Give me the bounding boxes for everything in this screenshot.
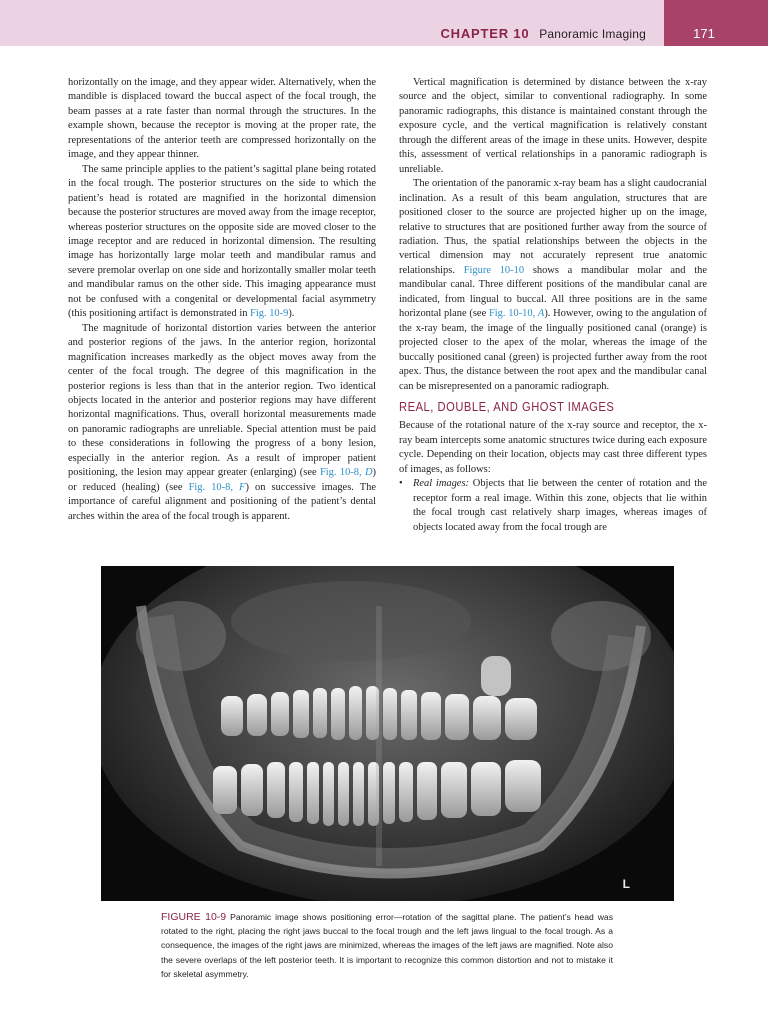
figure-caption <box>161 910 613 981</box>
caption-text: Panoramic image shows positioning error—rotation of the sagittal plane. The patient’s head was rotated to the right, placing the right jaws buccal to the focal trough and the left jaws lingual to the focal trough. As a consequence, the images of the right jaws are minimized, whereas the images of the left jaws are magnified. Note also the severe overlaps of the left posterior teeth. It is important to recognize this common distortion and not to mistake it for skeletal asymmetry. <box>161 912 613 979</box>
right-column <box>399 76 707 535</box>
figure-link-part: D <box>364 467 373 479</box>
figure-link[interactable]: Figure 10-10 <box>463 264 525 276</box>
figure-link-part: F <box>239 481 246 493</box>
page-number: 171 <box>693 26 715 41</box>
figure-link[interactable]: Fig. 10-9 <box>250 308 289 320</box>
figure-link-text: Fig. 10-8, <box>319 467 365 479</box>
bullet-item <box>399 477 707 535</box>
figure-link-part: A <box>537 308 545 320</box>
figure-link[interactable] <box>320 467 373 478</box>
text-run: ). However, owing to the angulation of the x-ray beam, the image of the lingually positioned canal (orange) is projected closer to the apex of the molar, whereas the image of the buccally positioned canal (green) is projected further away from the root apex. Thus, the distance between the root apex and the mandibular canal can be misrepresented on a panoramic radiograph. <box>399 308 707 392</box>
text-run: ). <box>288 308 295 320</box>
paragraph: horizontally on the image, and they appear wider. Alternatively, when the mandible is displaced toward the buccal aspect of the focal trough, the beam passes at a rate faster than normal through the structures. In the example shown, because the receptor is moving at the proper rate, the representations of the anterior teeth are compressed horizontally on the image, and they appear thinner. <box>68 77 376 161</box>
section-heading: REAL, DOUBLE, AND GHOST IMAGES <box>399 398 615 414</box>
radiograph-image <box>101 566 674 901</box>
caption-label: FIGURE 10-9 <box>161 911 227 923</box>
paragraph: Because of the rotational nature of the x-ray source and receptor, the x-ray beam intercepts some anatomic structures twice during each exposure cycle. Depending on their location, objects may cast three different types of images, as follows: <box>399 420 707 475</box>
paragraph: Vertical magnification is determined by distance between the x-ray source and the object, similar to conventional radiography. In some panoramic radiographs, this distance is maintained constant through the exposure cycle, and the vertical magnification is relatively constant through the different areas of the image in these units. However, despite this, assessment of vertical relationships in a panoramic radiograph is unreliable. <box>399 77 707 175</box>
chapter-number: CHAPTER 10 <box>440 26 530 41</box>
bullet-marker: • <box>399 478 403 490</box>
figure-link[interactable] <box>189 482 246 493</box>
page-number-box <box>664 0 768 46</box>
maxillary-sinus <box>231 581 471 661</box>
running-header <box>0 0 768 46</box>
chapter-title: Panoramic Imaging <box>539 27 646 41</box>
text-run: ) or reduced (healing) (see <box>68 467 376 493</box>
panoramic-radiograph <box>101 566 674 901</box>
left-column <box>68 76 376 524</box>
text-run: shows a mandibular molar and the mandibular canal. Three different positions of the mandibular canal are indicated, from lingual to buccal. All three positions are in the same horizontal plane (see <box>399 264 707 320</box>
chapter-heading <box>440 0 646 46</box>
paragraph <box>68 163 376 322</box>
figure-link[interactable] <box>489 308 544 319</box>
text-run: The magnitude of horizontal distortion varies between the anterior and posterior regions of the jaws. In the anterior region, horizontal magnification increases markedly as the object moves away from the center of the focal trough. The degree of this magnification in the posterior regions is less than that in the anterior region. Two identical objects located in the anterior and posterior regions may have different horizontal magnifications. Thus, overall horizontal measurements made on panoramic radiographs are unreliable. Special attention must be paid to these considerations in following the progress of a bony lesion, especially in the anterior region. As a result of improper patient positioning, the lesion may appear greater (enlarging) (see <box>68 322 376 479</box>
text-run: The same principle applies to the patient’s sagittal plane being rotated in the focal trough. The posterior structures on the side to which the patient’s head is rotated are magnified in the horizontal dimension because the posterior structures are moved away from the image receptor, whereas posterior structures on the opposite side are moved closer to the image receptor and are reduced in horizontal dimension. The resulting image has horizontally large molar teeth and mandibular ramus and severe premolar overlap on one side and horizontally smaller molar teeth and mandibular ramus on the other side. This imaging appearance must not be confused with a congenital or developmental facial asymmetry (this positioning artifact is demonstrated in <box>68 163 376 320</box>
paragraph <box>68 322 376 524</box>
paragraph <box>399 177 707 394</box>
side-marker: L <box>622 877 630 891</box>
text-run: The orientation of the panoramic x-ray beam has a slight caudocranial inclination. As a result of this beam angulation, structures that are positioned closer to the source are projected higher up on the image, relative to structures that are positioned further away from the source of radiation. Thus, the spatial relationships between the objects in the vertical dimension may not accurately represent true anatomic relationships. <box>399 178 707 276</box>
text-run: ) on successive images. The importance of careful alignment and positioning of the patient’s dental arches within the area of the focal trough is apparent. <box>68 481 376 522</box>
figure-link-text: Fig. 10-10, <box>488 308 538 320</box>
bullet-text: Objects that lie between the center of rotation and the receptor form a real image. Within this zone, objects that lie within the focal trough cast relatively sharp images, whereas images of objects located away from the focal trough are <box>413 478 707 533</box>
figure-link-text: Fig. 10-8, <box>188 481 240 493</box>
bullet-term: Real images: <box>413 478 469 490</box>
